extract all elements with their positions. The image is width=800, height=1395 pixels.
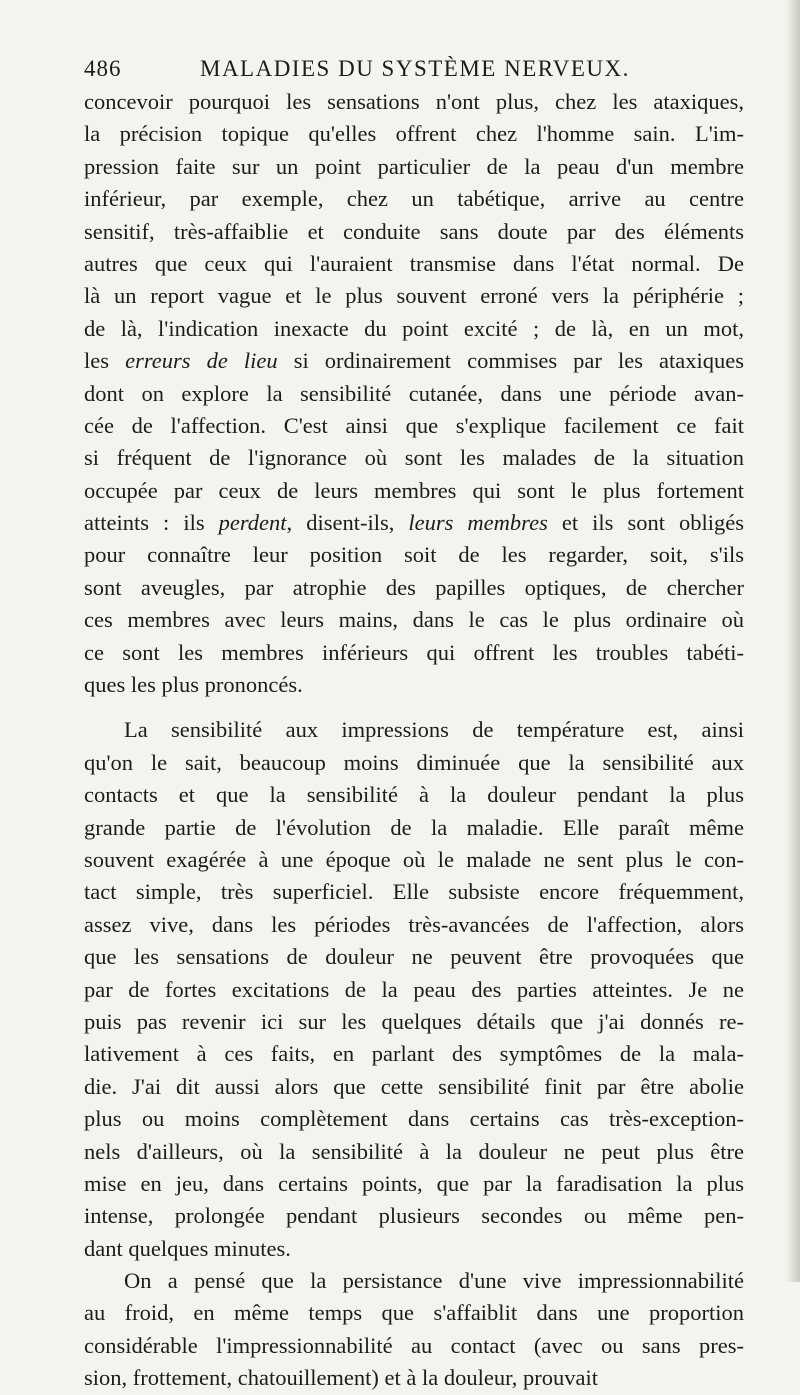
text-run: die. J'ai dit aussi alors que cette sensibilité finit par être abolie <box>84 1073 744 1099</box>
text-run: concevoir pourquoi les sensations n'ont plus, chez les ataxiques, <box>84 89 744 114</box>
text-line <box>84 475 744 507</box>
text-line <box>84 1071 744 1103</box>
text-run: , disent-ils, <box>286 510 409 536</box>
text-line <box>84 714 744 746</box>
text-run: sensitif, très-affaiblie et conduite sans doute par des éléments <box>84 218 744 244</box>
text-line <box>84 637 744 669</box>
text-line <box>84 539 744 571</box>
text-line <box>84 1168 744 1200</box>
text-run: occupée par ceux de leurs membres qui sont le plus fortement <box>84 477 744 503</box>
text-run: contacts et que la sensibilité à la douleur pendant la plus <box>84 782 744 808</box>
text-line <box>84 1200 744 1232</box>
running-title: MALADIES DU SYSTÈME NERVEUX. <box>200 56 630 81</box>
text-line <box>84 1265 744 1297</box>
italic-phrase: perdent <box>218 510 287 536</box>
text-run: intense, prolongée pendant plusieurs secondes ou même pen- <box>84 1203 744 1229</box>
text-run: tact simple, très superficiel. Elle subsiste encore fréquemment, <box>84 879 744 905</box>
text-run: si ordinairement commises par les ataxiques <box>277 348 745 374</box>
text-line <box>84 410 744 442</box>
text-run: sion, frottement, chatouillement) et à la douleur, prouvait <box>84 1365 598 1391</box>
text-run: mise en jeu, dans certains points, que par la faradisation la plus <box>84 1170 744 1196</box>
text-run: ces membres avec leurs mains, dans le cas le plus ordinaire où <box>84 607 744 633</box>
text-run: autres que ceux qui l'auraient transmise dans l'état normal. De <box>84 250 744 276</box>
text-run: La sensibilité aux impressions de température est, ainsi <box>124 717 744 743</box>
text-line <box>84 1103 744 1135</box>
text-line <box>84 747 744 779</box>
text-line <box>84 974 744 1006</box>
text-run: si fréquent de l'ignorance où sont les malades de la situation <box>84 445 744 471</box>
text-run: ques les plus prononcés. <box>84 672 303 698</box>
page-number: 486 <box>84 56 122 81</box>
text-run: que les sensations de douleur ne peuvent être provoquées que <box>84 944 744 970</box>
text-line <box>84 378 744 410</box>
text-run: assez vive, dans les périodes très-avancées de l'affection, alors <box>84 911 744 937</box>
text-run: dant quelques minutes. <box>84 1235 291 1261</box>
text-line <box>84 1038 744 1070</box>
text-line <box>84 844 744 876</box>
text-run: là un report vague et le plus souvent erroné vers la périphérie ; <box>84 283 744 309</box>
paragraph <box>84 714 744 1265</box>
text-run: et ils sont obligés <box>547 510 745 536</box>
text-line <box>84 313 744 345</box>
text-line <box>84 1362 744 1394</box>
text-line <box>84 1006 744 1038</box>
text-line <box>84 1330 744 1362</box>
text-run: la précision topique qu'elles offrent chez l'homme sain. L'im- <box>84 121 744 147</box>
text-line <box>84 216 744 248</box>
text-line <box>84 876 744 908</box>
text-line <box>84 941 744 973</box>
text-run: lativement à ces faits, en parlant des symptômes de la mala- <box>84 1041 744 1067</box>
text-run: pour connaître leur position soit de les regarder, soit, s'ils <box>84 542 744 568</box>
text-run: considérable l'impressionnabilité au contact (avec ou sans pres- <box>84 1332 744 1358</box>
text-run: On a pensé que la persistance d'une vive impressionnabilité <box>124 1268 744 1294</box>
text-run: qu'on le sait, beaucoup moins diminuée que la sensibilité aux <box>84 749 744 775</box>
text-line <box>84 183 744 215</box>
text-run: ce sont les membres inférieurs qui offrent les troubles tabéti- <box>84 639 744 665</box>
paragraph-gap <box>84 701 744 714</box>
text-run: plus ou moins complètement dans certains cas très-exception- <box>84 1106 744 1132</box>
text-line <box>84 669 744 701</box>
text-line <box>84 572 744 604</box>
text-line <box>84 812 744 844</box>
running-header <box>84 56 744 86</box>
text-line <box>84 86 744 118</box>
page-body <box>84 86 744 1395</box>
text-line <box>84 507 744 539</box>
italic-phrase: erreurs de lieu <box>125 348 278 374</box>
text-line <box>84 604 744 636</box>
text-run: atteints : ils <box>84 510 219 536</box>
text-run: de là, l'indication inexacte du point excité ; de là, en un mot, <box>84 315 744 341</box>
text-line <box>84 1233 744 1265</box>
text-run: cée de l'affection. C'est ainsi que s'explique facilement ce fait <box>84 412 744 438</box>
text-line <box>84 442 744 474</box>
page-edge-shadow <box>786 0 800 1282</box>
text-run: pression faite sur un point particulier de la peau d'un membre <box>84 153 744 179</box>
text-run: dont on explore la sensibilité cutanée, dans une période avan- <box>84 380 744 406</box>
text-run: nels d'ailleurs, où la sensibilité à la douleur ne peut plus être <box>84 1138 744 1164</box>
italic-phrase: leurs membres <box>408 510 548 536</box>
text-line <box>84 151 744 183</box>
text-line <box>84 118 744 150</box>
text-run: puis pas revenir ici sur les quelques détails que j'ai donnés re- <box>84 1008 744 1034</box>
text-line <box>84 248 744 280</box>
text-run: les <box>84 348 126 374</box>
text-line <box>84 345 744 377</box>
text-run: souvent exagérée à une époque où le malade ne sent plus le con- <box>84 846 744 872</box>
text-line <box>84 779 744 811</box>
text-line <box>84 280 744 312</box>
text-run: au froid, en même temps que s'affaiblit dans une proportion <box>84 1300 744 1326</box>
text-run: inférieur, par exemple, chez un tabétique, arrive au centre <box>84 186 744 212</box>
paragraph <box>84 1265 744 1395</box>
text-run: sont aveugles, par atrophie des papilles optiques, de chercher <box>84 574 744 600</box>
text-run: par de fortes excitations de la peau des parties atteintes. Je ne <box>84 976 744 1002</box>
text-line <box>84 1136 744 1168</box>
text-run: grande partie de l'évolution de la maladie. Elle paraît même <box>84 814 744 840</box>
text-line <box>84 1297 744 1329</box>
paragraph <box>84 86 744 701</box>
text-line <box>84 909 744 941</box>
